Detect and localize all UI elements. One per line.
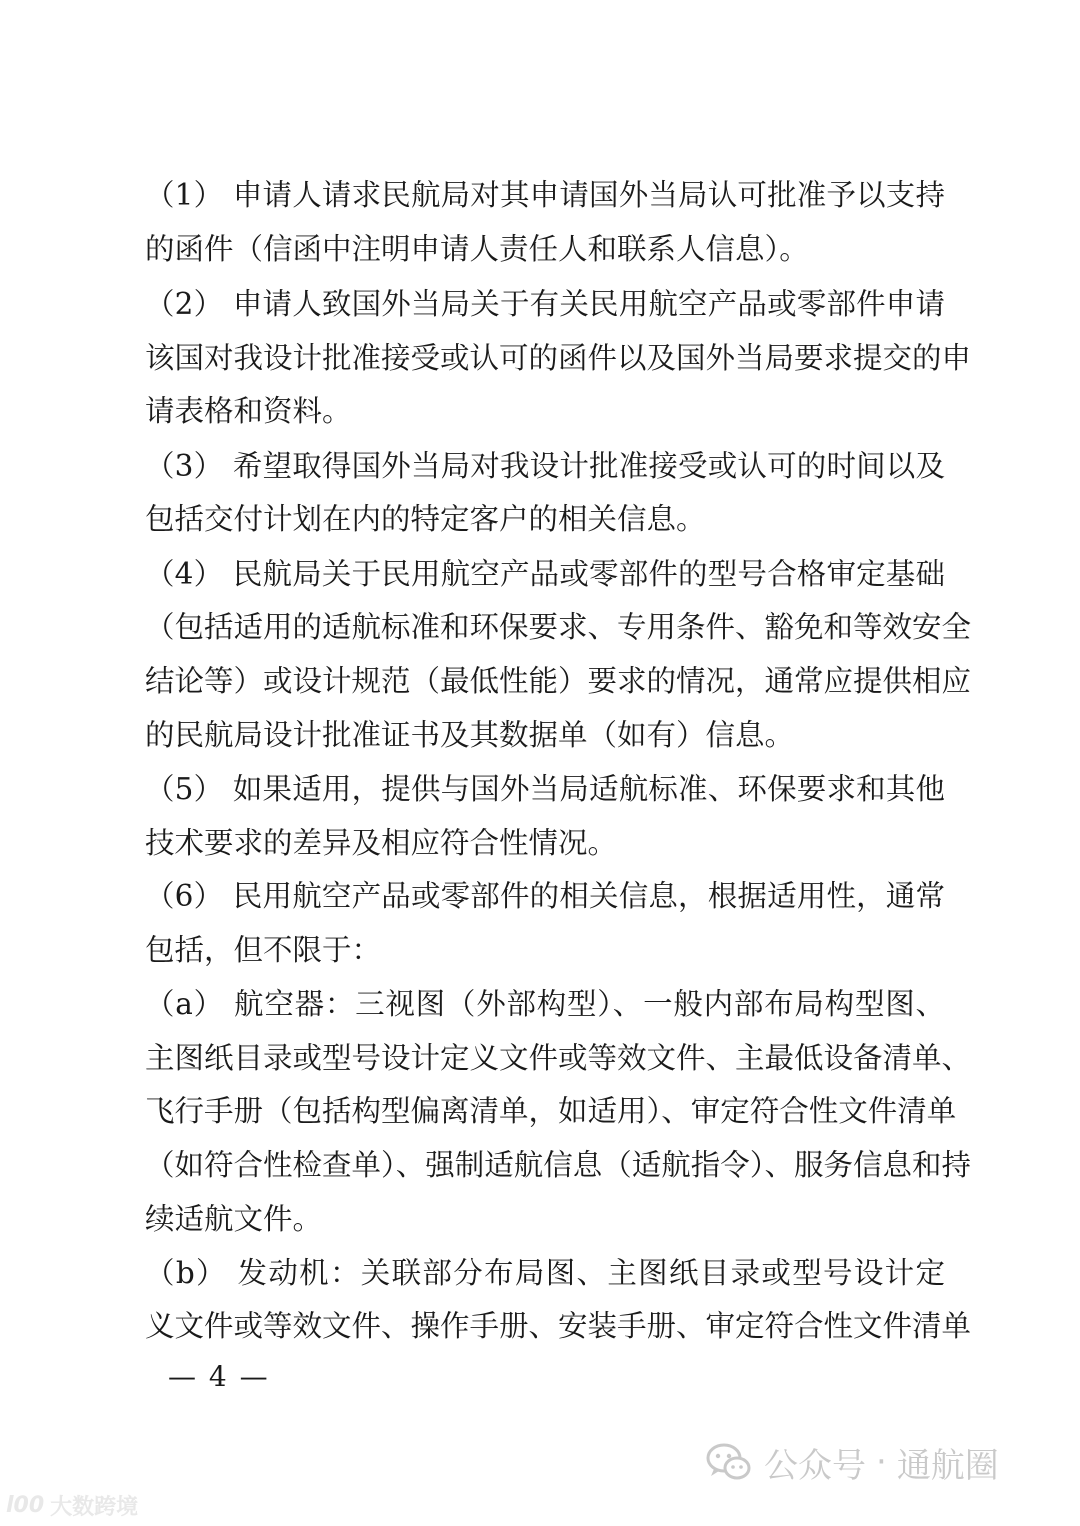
watermark-separator: · xyxy=(876,1442,887,1482)
paragraph-2-line-2: 该国对我设计批准接受或认可的函件以及国外当局要求提交的申 xyxy=(145,341,972,375)
page-number: — 4 — xyxy=(168,1360,270,1393)
paragraph-2-line-1: （2） 申请人致国外当局关于有关民用航空产品或零部件申请 xyxy=(145,287,945,321)
corner-text: 大数跨境 xyxy=(50,1494,139,1520)
item-a-line-4: （如符合性检查单）、强制适航信息（适航指令）、服务信息和持 xyxy=(145,1148,972,1182)
paragraph-5-line-1: （5） 如果适用，提供与国外当局适航标准、环保要求和其他 xyxy=(145,772,945,806)
paragraph-2-line-3: 请表格和资料。 xyxy=(145,394,352,428)
paragraph-6-line-2: 包括，但不限于： xyxy=(145,933,382,967)
paragraph-4-line-2: （包括适用的适航标准和环保要求、专用条件、豁免和等效安全 xyxy=(145,610,972,644)
paragraph-4-line-4: 的民航局设计批准证书及其数据单（如有）信息。 xyxy=(145,718,795,752)
paragraph-5-line-2: 技术要求的差异及相应符合性情况。 xyxy=(145,826,618,860)
item-b-line-2: 义文件或等效文件、操作手册、安装手册、审定符合性文件清单 xyxy=(145,1309,972,1343)
corner-watermark xyxy=(6,1488,138,1522)
wechat-label: 公众号 xyxy=(764,1445,866,1486)
item-a-line-3: 飞行手册（包括构型偏离清单，如适用）、审定符合性文件清单 xyxy=(145,1094,957,1128)
item-b-line-1: （b） 发动机：关联部分布局图、主图纸目录或型号设计定 xyxy=(145,1256,945,1290)
item-a-line-2: 主图纸目录或型号设计定义文件或等效文件、主最低设备清单、 xyxy=(145,1041,972,1075)
wechat-watermark xyxy=(706,1432,999,1492)
account-name: 通航圈 xyxy=(896,1445,999,1486)
paragraph-4-line-1: （4） 民航局关于民用航空产品或零部件的型号合格审定基础 xyxy=(145,557,945,591)
item-a-line-5: 续适航文件。 xyxy=(145,1202,323,1236)
corner-logo: l00 xyxy=(6,1492,45,1518)
paragraph-6-line-1: （6） 民用航空产品或零部件的相关信息，根据适用性，通常 xyxy=(145,879,945,913)
paragraph-1-line-1: （1） 申请人请求民航局对其申请国外当局认可批准予以支持 xyxy=(145,178,945,212)
paragraph-1-line-2: 的函件（信函中注明申请人责任人和联系人信息）。 xyxy=(145,232,809,266)
item-a-line-1: （a） 航空器：三视图（外部构型）、一般内部布局构型图、 xyxy=(145,987,945,1021)
wechat-icon xyxy=(706,1442,752,1482)
paragraph-4-line-3: 结论等）或设计规范（最低性能）要求的情况，通常应提供相应 xyxy=(145,664,972,698)
paragraph-3-line-2: 包括交付计划在内的特定客户的相关信息。 xyxy=(145,502,706,536)
paragraph-3-line-1: （3） 希望取得国外当局对我设计批准接受或认可的时间以及 xyxy=(145,449,945,483)
